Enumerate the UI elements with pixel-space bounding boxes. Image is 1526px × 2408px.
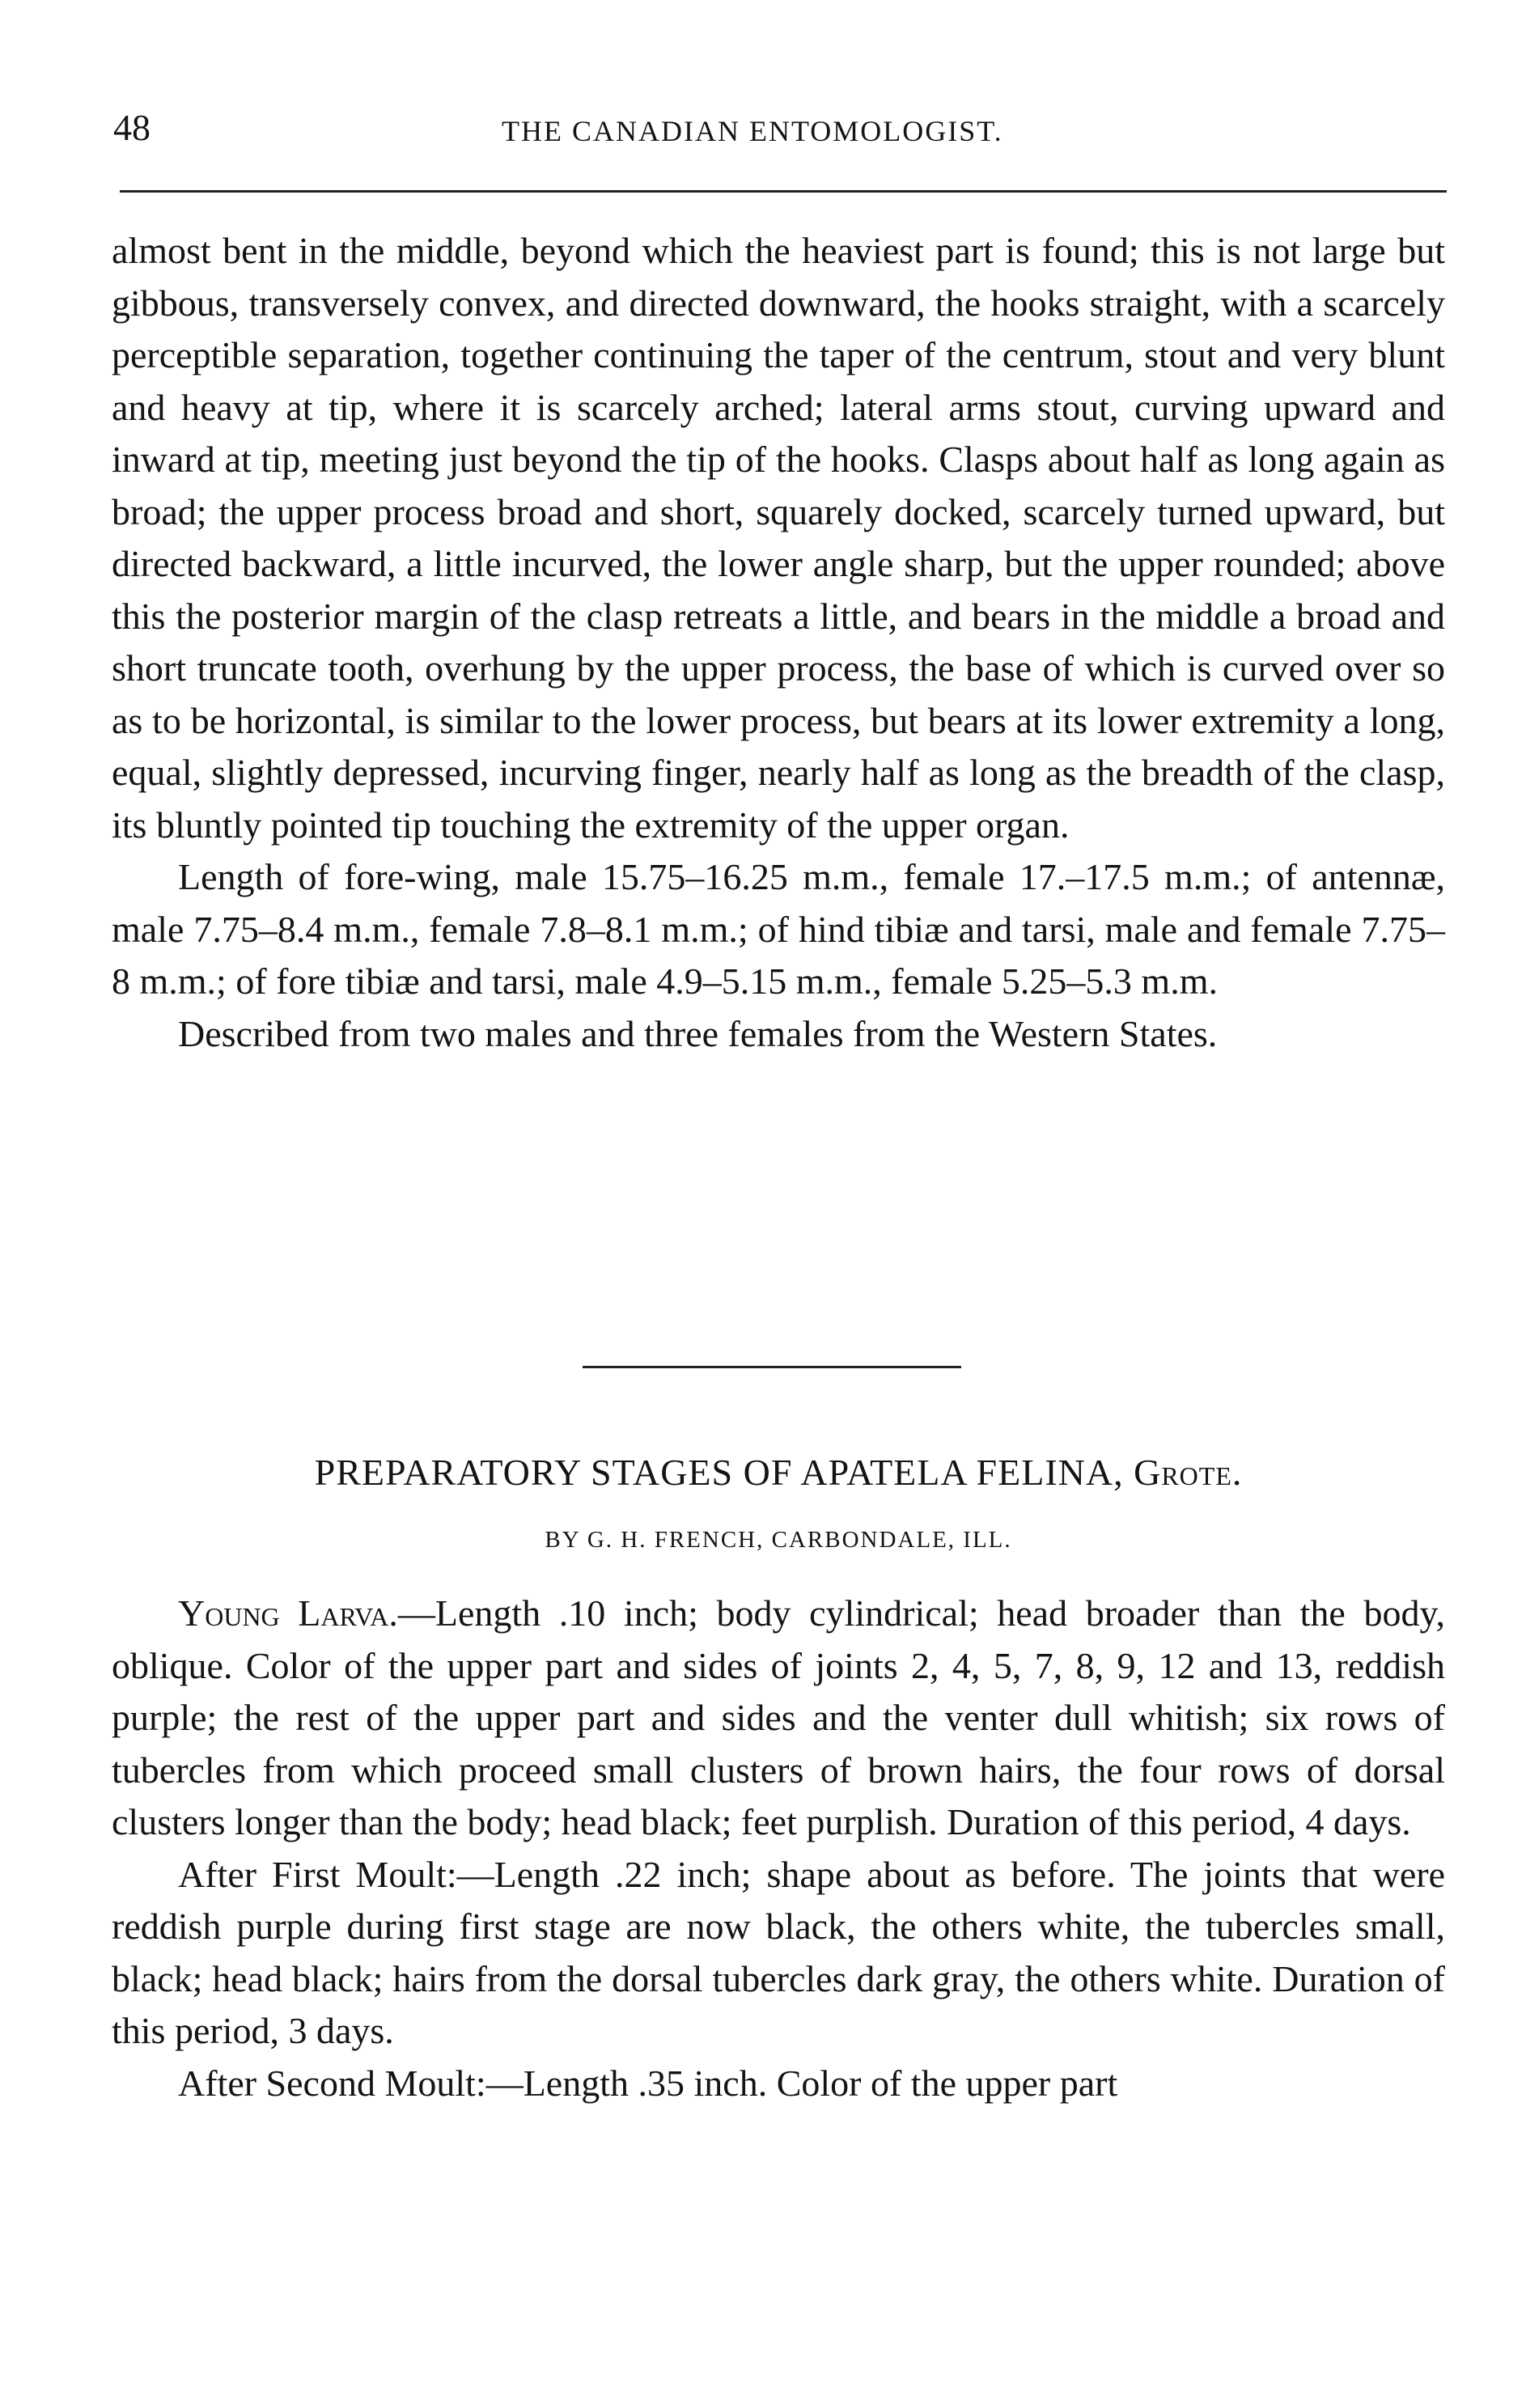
article-body (112, 1588, 1445, 2109)
paragraph-measurements: Length of fore-wing, male 15.75–16.25 m.m., female 17.–17.5 m.m.; of antennæ, male 7.75–8.4 m.m., female 7.8–8.1 m.m.; of hind tibiæ and tarsi, male and female 7.75–8 m.m.; of fore tibiæ and tarsi, male 4.9–5.15 m.m., female 5.25–5.3 m.m. (112, 856, 1445, 1002)
paragraph-second-moult: After Second Moult:—Length .35 inch. Color of the upper part (178, 2062, 1118, 2104)
running-head (113, 104, 1448, 152)
continued-article-text (112, 225, 1445, 1060)
paragraph-type-locality: Described from two males and three females from the Western States. (178, 1012, 1218, 1054)
page-number: 48 (113, 107, 150, 148)
paragraph-first-moult: After First Moult:—Length .22 inch; shape about as before. The joints that were reddish purple during first stage are now black, the others white, the tubercles small, black; head black; hairs from the dorsal tubercles dark gray, the others white. Duration of this period, 3 days. (112, 1853, 1445, 2051)
article-title-main: PREPARATORY STAGES OF APATELA FELINA, (314, 1452, 1124, 1493)
paragraph-genitalia-description: almost bent in the middle, beyond which the heaviest part is found; this is not large but gibbous, transversely convex, and directed downward, the hooks straight, with a scarcely perceptible separation, together continuing the taper of the centrum, stout and very blunt and heavy at tip, where it is scarcely arched; lateral arms stout, curving upward and inward at tip, meeting just beyond the tip of the hooks. Clasps about half as long again as broad; the upper process broad and short, squarely docked, scarcely turned upward, but directed backward, a little incurved, the lower angle sharp, but the upper rounded; above this the posterior margin of the clasp retreats a little, and bears in the middle a broad and short truncate tooth, overhung by the upper process, the base of which is curved over so as to be horizontal, is similar to the lower process, but bears at its lower extremity a long, equal, slightly depressed, incurving finger, nearly half as long as the breadth of the clasp, its bluntly pointed tip touching the extremity of the upper organ. (112, 230, 1445, 846)
section-divider (583, 1366, 961, 1368)
article-byline: BY G. H. FRENCH, CARBONDALE, ILL. (545, 1527, 1012, 1553)
journal-title: THE CANADIAN ENTOMOLOGIST. (502, 115, 1003, 147)
paragraph-young-larva (112, 1588, 1445, 1849)
young-larva-heading: Young Larva. (178, 1592, 398, 1634)
young-larva-text: —Length .10 inch; body cylindrical; head broader than the body, oblique. Color of the upper part and sides of joints 2, 4, 5, 7, 8, 9, 12 and 13, reddish purple; the rest of the upper part and sides and the venter dull whitish; six rows of tubercles from which proceed small clusters of brown hairs, the four rows of dorsal clusters longer than the body; head black; feet purplish. Duration of this period, 4 days. (112, 1592, 1445, 1842)
header-rule (120, 190, 1447, 193)
article-title (112, 1448, 1445, 1497)
article-title-author: Grote. (1134, 1452, 1243, 1493)
